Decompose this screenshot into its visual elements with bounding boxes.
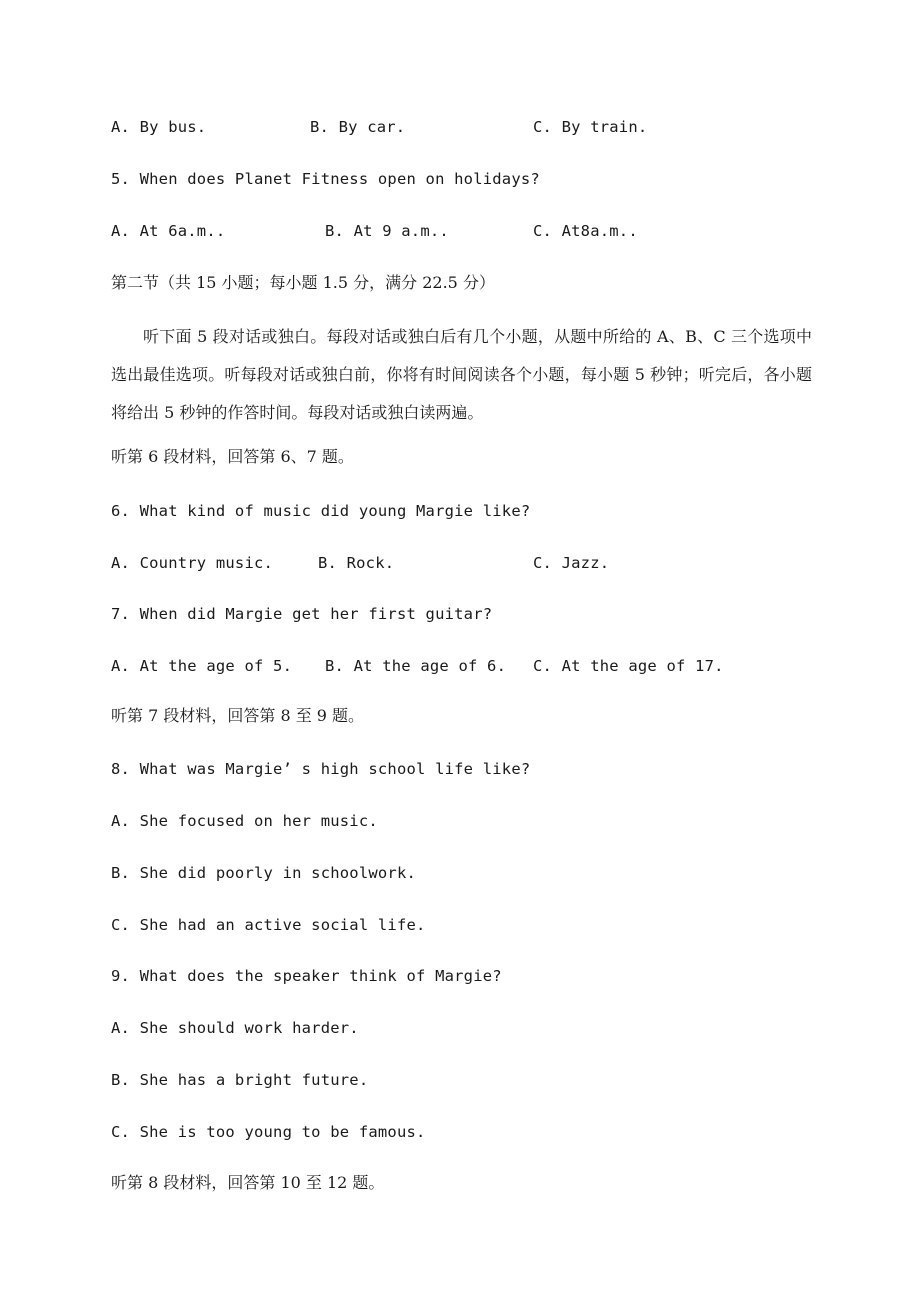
question-6-stem: 6. What kind of music did young Margie like?: [111, 502, 531, 520]
option-c: C. At8a.m..: [533, 222, 638, 240]
question-8-stem: 8. What was Margie’ s high school life like?: [111, 760, 531, 778]
question-7-stem: 7. When did Margie get her first guitar?: [111, 605, 493, 623]
question-9-option-b: B. She has a bright future.: [111, 1071, 369, 1089]
option-c: C. By train.: [533, 118, 648, 136]
section-two-heading: 第二节（共 15 小题；每小题 1.5 分，满分 22.5 分）: [111, 273, 495, 292]
material-6-heading: 听第 6 段材料，回答第 6、7 题。: [111, 447, 354, 466]
question-9-stem: 9. What does the speaker think of Margie?: [111, 967, 502, 985]
option-c: C. At the age of 17.: [533, 657, 724, 675]
section-two-instructions: [111, 318, 812, 432]
material-8-heading: 听第 8 段材料，回答第 10 至 12 题。: [111, 1173, 385, 1192]
question-7-options-row: [0, 657, 920, 677]
question-5-options-row: [0, 222, 920, 242]
option-b: B. At the age of 6.: [325, 657, 507, 675]
question-5-stem: 5. When does Planet Fitness open on holidays?: [111, 170, 540, 188]
question-8-option-c: C. She had an active social life.: [111, 916, 426, 934]
option-b: B. By car.: [310, 118, 406, 136]
option-a: A. Country music.: [111, 554, 274, 572]
option-a: A. By bus.: [111, 118, 207, 136]
option-b: B. Rock.: [318, 554, 395, 572]
option-a: A. At the age of 5.: [111, 657, 293, 675]
question-9-option-c: C. She is too young to be famous.: [111, 1123, 426, 1141]
question-8-option-a: A. She focused on her music.: [111, 812, 378, 830]
question-4-options-row: [0, 118, 920, 138]
material-7-heading: 听第 7 段材料，回答第 8 至 9 题。: [111, 706, 365, 725]
instructions-text: 听下面 5 段对话或独白。每段对话或独白后有几个小题，从题中所给的 A、B、C 三个选项中选出最佳选项。听每段对话或独白前，你将有时间阅读各个小题，每小题 5 秒钟；听完后，各小题将给出 5 秒钟的作答时间。每段对话或独白读两遍。: [111, 327, 812, 422]
option-c: C. Jazz.: [533, 554, 610, 572]
question-6-options-row: [0, 554, 920, 574]
option-a: A. At 6a.m..: [111, 222, 226, 240]
question-9-option-a: A. She should work harder.: [111, 1019, 359, 1037]
question-8-option-b: B. She did poorly in schoolwork.: [111, 864, 417, 882]
option-b: B. At 9 a.m..: [325, 222, 449, 240]
